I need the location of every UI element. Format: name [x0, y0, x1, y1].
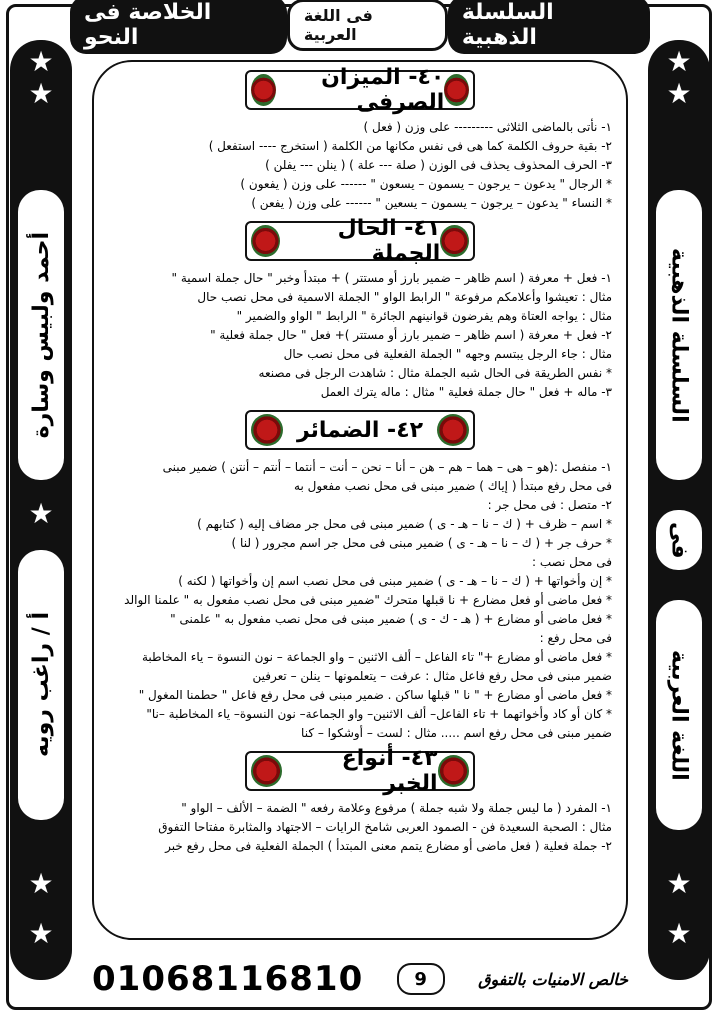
text-line: * الرجال " يدعون – يرجون – يسمون – يسعون " ------ على وزن ( يفعون )	[240, 177, 612, 191]
text-line: * فعل ماضى أو فعل مضارع + نا قبلها متحرك "ضمير مبنى فى محل نصب مفعول به " علمنا الوالد	[124, 593, 612, 607]
text-line: فى محل نصب :	[531, 555, 612, 569]
footer	[92, 957, 628, 1001]
text-line: ٣- ماله + فعل " حال جملة فعلية " مثال : ماله يترك العمل	[320, 385, 612, 399]
page-number: 9	[397, 963, 445, 995]
rose-icon	[251, 74, 276, 106]
phone-number: 01068116810	[92, 959, 364, 999]
star-icon: ★	[28, 867, 54, 900]
text-line: ١- منفصل :(هو – هى – هما – هم – هن – أنا – نحن – أنت – أنتما – أنتم – أنتن ) ضمير مبنى	[162, 460, 612, 474]
rose-icon	[251, 755, 282, 787]
star-icon: ★	[666, 867, 692, 900]
right-fi: فى	[666, 521, 692, 559]
rose-icon	[438, 755, 469, 787]
text-line: ١- المفرد ( ما ليس جملة ولا شبه جملة ) مرفوع وعلامة رفعه " الضمة – الألف – الواو "	[181, 801, 612, 815]
section-title-box	[245, 216, 475, 266]
rose-icon	[251, 414, 283, 446]
rose-icon	[444, 74, 469, 106]
text-line: * اسم – ظرف + ( ك – نا – هـ - ى ) ضمير مبنى فى محل جر مضاف إليه ( كتابهم )	[197, 517, 612, 531]
star-icon: ★	[28, 77, 54, 110]
text-line: ١- فعل + معرفة ( اسم ظاهر – ضمير بارز أو مستتر ) + مبتدأ وخبر " حال جملة اسمية "	[171, 271, 612, 285]
text-line: ٢- فعل + معرفة ( اسم ظاهر – ضمير بارز أو مستتر )+ فعل " حال جملة فعلية "	[210, 328, 612, 342]
star-icon: ★	[28, 917, 54, 950]
header-right: السلسلة الذهبية	[448, 0, 650, 54]
text-line: مثال : يواجه العتاة وهم يفرضون قوانينهم الجائرة " الرابط " الواو والضمير "	[236, 309, 612, 323]
text-line: مثال : جاء الرجل يبتسم وجهه " الجملة الفعلية فى محل نصب حال	[283, 347, 612, 361]
text-line: * كان أو كاد وأخواتهما + تاء الفاعل– ألف الاثنين– واو الجماعة– نون النسوة– ياء المخاطبة –نا"	[146, 707, 612, 721]
rose-icon	[437, 414, 469, 446]
star-icon: ★	[28, 45, 54, 78]
section-title: ٤٣- أنواع الخبر	[341, 746, 438, 796]
section-title-box	[245, 65, 475, 115]
text-line: ٢- متصل : فى محل جر :	[487, 498, 612, 512]
left-teacher: أ / راغب رويه	[28, 612, 54, 758]
text-line: ٢- بقية حروف الكلمة كما هى فى نفس مكانها من الكلمة ( استخرج ---- استفعل )	[208, 139, 612, 153]
text-line: ضمير مبنى فى محل رفع فاعل مثال : عرفت – يتعلمونها – ينلن – تعرفين	[252, 669, 612, 683]
section-title-box	[245, 410, 475, 450]
text-line: ٢- جملة فعلية ( فعل ماضى أو مضارع يتمم معنى المبتدأ ) الجملة الفعلية فى محل رفع خبر	[165, 839, 612, 853]
rose-icon	[251, 225, 280, 257]
text-line: فى محل رفع مبتدأ ( إياك ) ضمير مبنى فى محل نصب مفعول به	[294, 479, 612, 493]
text-line: * حرف جر + ( ك – نا – هـ - ى ) ضمير مبنى فى محل جر اسم مجرور ( لنا )	[231, 536, 612, 550]
section-title: ٤٢- الضمائر	[296, 417, 424, 443]
text-line: * نفس الطريقة فى الحال شبه الجملة مثال : شاهدت الرجل فى مصنعه	[258, 366, 612, 380]
star-icon: ★	[666, 917, 692, 950]
right-sidebar	[648, 40, 710, 980]
content-area	[92, 60, 628, 940]
text-line: * إن وأخواتها + ( ك – نا – هـ - ى ) ضمير مبنى فى محل نصب اسم إن وأخواتها ( لكنه )	[178, 574, 612, 588]
text-line: * فعل ماضى أو مضارع + ( هـ - ك - ى ) ضمير مبنى فى محل نصب مفعول به " علمنى "	[170, 612, 612, 626]
text-line: * النساء " يدعون – يرجون – يسمون – يسعين " ------ على وزن ( يفعن )	[251, 196, 612, 210]
header-left: الخلاصة فى النحو	[70, 0, 287, 54]
text-line: * فعل ماضى أو مضارع + " نا " قبلها ساكن . ضمير مبنى فى محل رفع فاعل " حطمنا المغول "	[138, 688, 612, 702]
left-teacher-box	[18, 550, 64, 820]
footer-slogan: خالص الامنيات بالتفوق	[478, 969, 628, 989]
right-language: اللغة العربية	[666, 649, 692, 781]
star-icon: ★	[666, 45, 692, 78]
section-title: ٤٠- الميزان الصرفى	[321, 65, 445, 115]
right-fi-box	[656, 510, 702, 570]
left-author: أحمد ولبيس وسارة	[28, 231, 54, 439]
text-line: ٣- الحرف المحذوف يحذف فى الوزن ( صلة --- علة ) ( ينلن --- يفلن )	[265, 158, 612, 172]
left-sidebar	[10, 40, 72, 980]
text-line: ١- نأتى بالماضى الثلاثى --------- على وزن ( فعل )	[363, 120, 612, 134]
text-line: ضمير مبنى فى محل رفع اسم ..... مثال : لست – أوشكوا – كنا	[301, 726, 612, 740]
text-line: مثال : الصحبة السعيدة فن - الصمود العربى شامخ الرايات – الاجتهاد والمثابرة مفتاحا التفوق	[158, 820, 612, 834]
section-title-box	[245, 746, 475, 796]
right-series: السلسلة الذهبية	[666, 247, 692, 423]
section-title: ٤١- الحال الجملة	[337, 216, 441, 266]
left-author-box	[18, 190, 64, 480]
right-language-box	[656, 600, 702, 830]
rose-icon	[440, 225, 469, 257]
star-icon: ★	[28, 497, 54, 530]
text-line: فى محل رفع :	[539, 631, 612, 645]
header-middle: فى اللغة العربية	[287, 0, 448, 51]
text-line: مثال : تعيشوا وأعلامكم مرفوعة " الرابط الواو " الجملة الاسمية فى محل نصب حال	[197, 290, 612, 304]
header-bar	[70, 0, 650, 50]
star-icon: ★	[666, 77, 692, 110]
text-line: * فعل ماضى أو مضارع +" تاء الفاعل – ألف الاثنين – واو الجماعة – نون النسوة – ياء المخاطبة	[142, 650, 612, 664]
right-series-box	[656, 190, 702, 480]
